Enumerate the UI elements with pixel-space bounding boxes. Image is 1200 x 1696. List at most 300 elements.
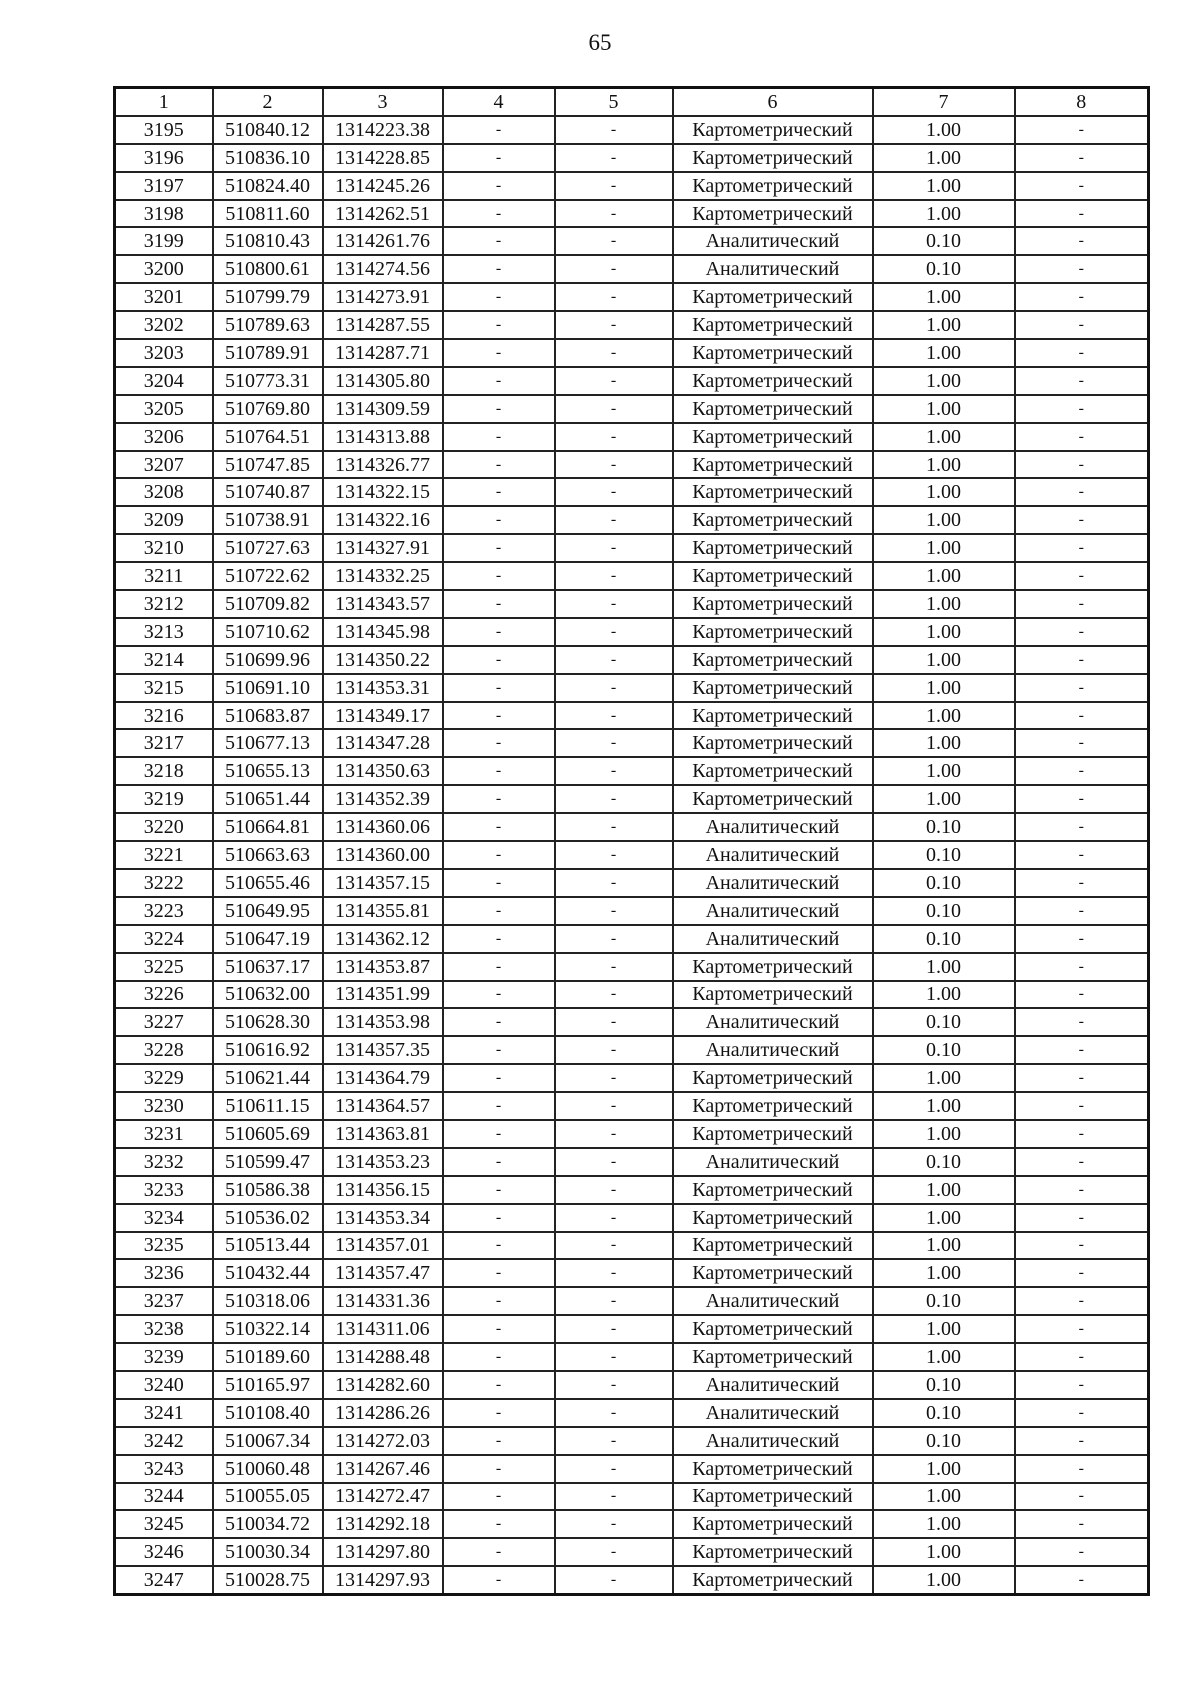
col5-cell: - [555,925,673,953]
column-header: 4 [443,88,555,116]
col5-cell: - [555,423,673,451]
col4-cell: - [443,1204,555,1232]
col8-cell: - [1015,841,1149,869]
y-coordinate-cell: 1314272.47 [323,1483,443,1511]
col4-cell: - [443,729,555,757]
y-coordinate-cell: 1314357.15 [323,869,443,897]
point-number-cell: 3231 [115,1120,213,1148]
col4-cell: - [443,255,555,283]
point-number-cell: 3206 [115,423,213,451]
table-row [115,646,1149,674]
y-coordinate-cell: 1314262.51 [323,200,443,228]
point-number-cell: 3217 [115,729,213,757]
col4-cell: - [443,590,555,618]
accuracy-cell: 1.00 [873,367,1015,395]
col8-cell: - [1015,1510,1149,1538]
col8-cell: - [1015,1092,1149,1120]
col4-cell: - [443,1259,555,1287]
col4-cell: - [443,339,555,367]
col5-cell: - [555,367,673,395]
col5-cell: - [555,1287,673,1315]
col4-cell: - [443,785,555,813]
coordinates-table [113,86,1150,1596]
method-cell: Картометрический [673,339,873,367]
accuracy-cell: 1.00 [873,729,1015,757]
column-header: 5 [555,88,673,116]
col8-cell: - [1015,506,1149,534]
col5-cell: - [555,395,673,423]
x-coordinate-cell: 510628.30 [213,1008,323,1036]
accuracy-cell: 1.00 [873,1538,1015,1566]
method-cell: Аналитический [673,841,873,869]
table-row [115,283,1149,311]
table-row [115,172,1149,200]
x-coordinate-cell: 510655.46 [213,869,323,897]
col4-cell: - [443,227,555,255]
x-coordinate-cell: 510034.72 [213,1510,323,1538]
y-coordinate-cell: 1314313.88 [323,423,443,451]
col5-cell: - [555,1510,673,1538]
col8-cell: - [1015,1287,1149,1315]
y-coordinate-cell: 1314360.06 [323,813,443,841]
y-coordinate-cell: 1314286.26 [323,1399,443,1427]
accuracy-cell: 1.00 [873,981,1015,1009]
x-coordinate-cell: 510747.85 [213,451,323,479]
col5-cell: - [555,1483,673,1511]
y-coordinate-cell: 1314353.23 [323,1148,443,1176]
col4-cell: - [443,1510,555,1538]
method-cell: Аналитический [673,1399,873,1427]
x-coordinate-cell: 510773.31 [213,367,323,395]
column-header: 8 [1015,88,1149,116]
col8-cell: - [1015,1315,1149,1343]
accuracy-cell: 0.10 [873,1371,1015,1399]
col4-cell: - [443,1566,555,1594]
y-coordinate-cell: 1314357.35 [323,1036,443,1064]
method-cell: Картометрический [673,1092,873,1120]
point-number-cell: 3223 [115,897,213,925]
col8-cell: - [1015,953,1149,981]
col8-cell: - [1015,590,1149,618]
point-number-cell: 3221 [115,841,213,869]
method-cell: Аналитический [673,897,873,925]
col5-cell: - [555,1008,673,1036]
col4-cell: - [443,534,555,562]
accuracy-cell: 0.10 [873,925,1015,953]
y-coordinate-cell: 1314353.31 [323,674,443,702]
y-coordinate-cell: 1314360.00 [323,841,443,869]
col4-cell: - [443,1232,555,1260]
col5-cell: - [555,869,673,897]
col8-cell: - [1015,1399,1149,1427]
y-coordinate-cell: 1314288.48 [323,1343,443,1371]
x-coordinate-cell: 510632.00 [213,981,323,1009]
column-header: 1 [115,88,213,116]
col8-cell: - [1015,1148,1149,1176]
col8-cell: - [1015,869,1149,897]
y-coordinate-cell: 1314322.15 [323,478,443,506]
table-row [115,339,1149,367]
method-cell: Картометрический [673,1455,873,1483]
accuracy-cell: 1.00 [873,283,1015,311]
col5-cell: - [555,1259,673,1287]
col4-cell: - [443,1120,555,1148]
col8-cell: - [1015,785,1149,813]
column-header: 2 [213,88,323,116]
col8-cell: - [1015,395,1149,423]
x-coordinate-cell: 510722.62 [213,562,323,590]
col4-cell: - [443,674,555,702]
col8-cell: - [1015,981,1149,1009]
x-coordinate-cell: 510432.44 [213,1259,323,1287]
accuracy-cell: 0.10 [873,255,1015,283]
table-row [115,785,1149,813]
col4-cell: - [443,646,555,674]
x-coordinate-cell: 510028.75 [213,1566,323,1594]
accuracy-cell: 1.00 [873,339,1015,367]
point-number-cell: 3241 [115,1399,213,1427]
table-row [115,1399,1149,1427]
col4-cell: - [443,283,555,311]
table-row [115,757,1149,785]
point-number-cell: 3203 [115,339,213,367]
accuracy-cell: 0.10 [873,813,1015,841]
col8-cell: - [1015,1008,1149,1036]
y-coordinate-cell: 1314363.81 [323,1120,443,1148]
method-cell: Картометрический [673,674,873,702]
y-coordinate-cell: 1314305.80 [323,367,443,395]
x-coordinate-cell: 510647.19 [213,925,323,953]
y-coordinate-cell: 1314357.01 [323,1232,443,1260]
table-row [115,534,1149,562]
y-coordinate-cell: 1314287.71 [323,339,443,367]
col4-cell: - [443,451,555,479]
x-coordinate-cell: 510621.44 [213,1064,323,1092]
col4-cell: - [443,395,555,423]
col8-cell: - [1015,1120,1149,1148]
method-cell: Картометрический [673,423,873,451]
point-number-cell: 3195 [115,116,213,144]
method-cell: Картометрический [673,618,873,646]
col5-cell: - [555,311,673,339]
accuracy-cell: 1.00 [873,451,1015,479]
y-coordinate-cell: 1314326.77 [323,451,443,479]
accuracy-cell: 1.00 [873,590,1015,618]
accuracy-cell: 1.00 [873,785,1015,813]
col8-cell: - [1015,339,1149,367]
point-number-cell: 3236 [115,1259,213,1287]
y-coordinate-cell: 1314350.22 [323,646,443,674]
point-number-cell: 3238 [115,1315,213,1343]
accuracy-cell: 0.10 [873,227,1015,255]
method-cell: Картометрический [673,1510,873,1538]
x-coordinate-cell: 510513.44 [213,1232,323,1260]
col5-cell: - [555,1204,673,1232]
col8-cell: - [1015,283,1149,311]
col8-cell: - [1015,227,1149,255]
col8-cell: - [1015,618,1149,646]
col4-cell: - [443,1343,555,1371]
method-cell: Картометрический [673,1538,873,1566]
table-row [115,1008,1149,1036]
col8-cell: - [1015,702,1149,730]
method-cell: Картометрический [673,981,873,1009]
table-row [115,813,1149,841]
method-cell: Картометрический [673,478,873,506]
col5-cell: - [555,897,673,925]
col8-cell: - [1015,255,1149,283]
x-coordinate-cell: 510067.34 [213,1427,323,1455]
method-cell: Картометрический [673,1483,873,1511]
table-row [115,1036,1149,1064]
x-coordinate-cell: 510840.12 [213,116,323,144]
col5-cell: - [555,562,673,590]
col5-cell: - [555,785,673,813]
y-coordinate-cell: 1314261.76 [323,227,443,255]
col5-cell: - [555,618,673,646]
table-row [115,1510,1149,1538]
method-cell: Картометрический [673,729,873,757]
accuracy-cell: 1.00 [873,646,1015,674]
col4-cell: - [443,1148,555,1176]
accuracy-cell: 1.00 [873,702,1015,730]
x-coordinate-cell: 510318.06 [213,1287,323,1315]
accuracy-cell: 1.00 [873,1120,1015,1148]
col4-cell: - [443,1287,555,1315]
method-cell: Картометрический [673,144,873,172]
accuracy-cell: 1.00 [873,506,1015,534]
x-coordinate-cell: 510683.87 [213,702,323,730]
x-coordinate-cell: 510605.69 [213,1120,323,1148]
col4-cell: - [443,841,555,869]
accuracy-cell: 0.10 [873,869,1015,897]
method-cell: Аналитический [673,1427,873,1455]
accuracy-cell: 0.10 [873,1008,1015,1036]
table-row [115,1315,1149,1343]
col4-cell: - [443,897,555,925]
method-cell: Картометрический [673,200,873,228]
col5-cell: - [555,144,673,172]
table-row [115,729,1149,757]
method-cell: Картометрический [673,1315,873,1343]
column-header: 7 [873,88,1015,116]
col5-cell: - [555,1176,673,1204]
col4-cell: - [443,618,555,646]
col8-cell: - [1015,1204,1149,1232]
point-number-cell: 3230 [115,1092,213,1120]
table-row [115,1566,1149,1594]
x-coordinate-cell: 510165.97 [213,1371,323,1399]
accuracy-cell: 1.00 [873,953,1015,981]
accuracy-cell: 1.00 [873,534,1015,562]
col8-cell: - [1015,311,1149,339]
method-cell: Картометрический [673,395,873,423]
method-cell: Картометрический [673,1064,873,1092]
y-coordinate-cell: 1314245.26 [323,172,443,200]
point-number-cell: 3224 [115,925,213,953]
table-row [115,590,1149,618]
col5-cell: - [555,200,673,228]
method-cell: Аналитический [673,925,873,953]
y-coordinate-cell: 1314292.18 [323,1510,443,1538]
col8-cell: - [1015,144,1149,172]
accuracy-cell: 1.00 [873,618,1015,646]
accuracy-cell: 1.00 [873,200,1015,228]
x-coordinate-cell: 510824.40 [213,172,323,200]
x-coordinate-cell: 510599.47 [213,1148,323,1176]
accuracy-cell: 1.00 [873,1092,1015,1120]
x-coordinate-cell: 510764.51 [213,423,323,451]
col5-cell: - [555,757,673,785]
col4-cell: - [443,869,555,897]
table-row [115,311,1149,339]
accuracy-cell: 1.00 [873,1343,1015,1371]
accuracy-cell: 1.00 [873,116,1015,144]
col4-cell: - [443,702,555,730]
col5-cell: - [555,1148,673,1176]
col5-cell: - [555,729,673,757]
accuracy-cell: 1.00 [873,1232,1015,1260]
column-header: 3 [323,88,443,116]
point-number-cell: 3218 [115,757,213,785]
col4-cell: - [443,1064,555,1092]
col4-cell: - [443,757,555,785]
point-number-cell: 3210 [115,534,213,562]
method-cell: Аналитический [673,255,873,283]
col5-cell: - [555,1566,673,1594]
y-coordinate-cell: 1314353.87 [323,953,443,981]
col8-cell: - [1015,1483,1149,1511]
col5-cell: - [555,227,673,255]
method-cell: Аналитический [673,1008,873,1036]
table-row [115,200,1149,228]
x-coordinate-cell: 510322.14 [213,1315,323,1343]
col5-cell: - [555,1120,673,1148]
accuracy-cell: 1.00 [873,1510,1015,1538]
col8-cell: - [1015,925,1149,953]
point-number-cell: 3245 [115,1510,213,1538]
method-cell: Картометрический [673,172,873,200]
col8-cell: - [1015,478,1149,506]
x-coordinate-cell: 510800.61 [213,255,323,283]
method-cell: Картометрический [673,451,873,479]
y-coordinate-cell: 1314355.81 [323,897,443,925]
x-coordinate-cell: 510189.60 [213,1343,323,1371]
col5-cell: - [555,339,673,367]
y-coordinate-cell: 1314331.36 [323,1287,443,1315]
point-number-cell: 3222 [115,869,213,897]
col5-cell: - [555,674,673,702]
accuracy-cell: 1.00 [873,1483,1015,1511]
accuracy-cell: 1.00 [873,1315,1015,1343]
point-number-cell: 3235 [115,1232,213,1260]
method-cell: Картометрический [673,785,873,813]
table-row [115,1287,1149,1315]
col5-cell: - [555,1399,673,1427]
col4-cell: - [443,478,555,506]
col4-cell: - [443,1399,555,1427]
y-coordinate-cell: 1314362.12 [323,925,443,953]
point-number-cell: 3214 [115,646,213,674]
col4-cell: - [443,1008,555,1036]
method-cell: Аналитический [673,813,873,841]
col4-cell: - [443,1455,555,1483]
col5-cell: - [555,116,673,144]
method-cell: Картометрический [673,506,873,534]
table-row [115,841,1149,869]
accuracy-cell: 1.00 [873,423,1015,451]
col5-cell: - [555,1455,673,1483]
col5-cell: - [555,1036,673,1064]
col8-cell: - [1015,1232,1149,1260]
table-row [115,981,1149,1009]
method-cell: Картометрический [673,1204,873,1232]
accuracy-cell: 1.00 [873,1204,1015,1232]
point-number-cell: 3229 [115,1064,213,1092]
col8-cell: - [1015,1566,1149,1594]
col8-cell: - [1015,562,1149,590]
point-number-cell: 3215 [115,674,213,702]
point-number-cell: 3237 [115,1287,213,1315]
y-coordinate-cell: 1314282.60 [323,1371,443,1399]
table-row [115,1092,1149,1120]
method-cell: Картометрический [673,590,873,618]
point-number-cell: 3225 [115,953,213,981]
col8-cell: - [1015,423,1149,451]
col4-cell: - [443,506,555,534]
col5-cell: - [555,1092,673,1120]
x-coordinate-cell: 510055.05 [213,1483,323,1511]
col5-cell: - [555,1232,673,1260]
col5-cell: - [555,1371,673,1399]
col4-cell: - [443,562,555,590]
y-coordinate-cell: 1314272.03 [323,1427,443,1455]
point-number-cell: 3216 [115,702,213,730]
x-coordinate-cell: 510727.63 [213,534,323,562]
x-coordinate-cell: 510655.13 [213,757,323,785]
method-cell: Картометрический [673,1120,873,1148]
method-cell: Картометрический [673,646,873,674]
y-coordinate-cell: 1314223.38 [323,116,443,144]
accuracy-cell: 1.00 [873,1176,1015,1204]
table-row [115,227,1149,255]
y-coordinate-cell: 1314357.47 [323,1259,443,1287]
method-cell: Аналитический [673,1036,873,1064]
point-number-cell: 3196 [115,144,213,172]
col5-cell: - [555,172,673,200]
y-coordinate-cell: 1314350.63 [323,757,443,785]
col5-cell: - [555,841,673,869]
col4-cell: - [443,311,555,339]
accuracy-cell: 0.10 [873,1036,1015,1064]
point-number-cell: 3246 [115,1538,213,1566]
table-row [115,702,1149,730]
x-coordinate-cell: 510637.17 [213,953,323,981]
point-number-cell: 3213 [115,618,213,646]
y-coordinate-cell: 1314353.98 [323,1008,443,1036]
point-number-cell: 3233 [115,1176,213,1204]
point-number-cell: 3226 [115,981,213,1009]
col8-cell: - [1015,1176,1149,1204]
table-header-row [115,88,1149,116]
x-coordinate-cell: 510030.34 [213,1538,323,1566]
table-row [115,255,1149,283]
accuracy-cell: 1.00 [873,395,1015,423]
x-coordinate-cell: 510738.91 [213,506,323,534]
col5-cell: - [555,702,673,730]
col5-cell: - [555,646,673,674]
point-number-cell: 3212 [115,590,213,618]
